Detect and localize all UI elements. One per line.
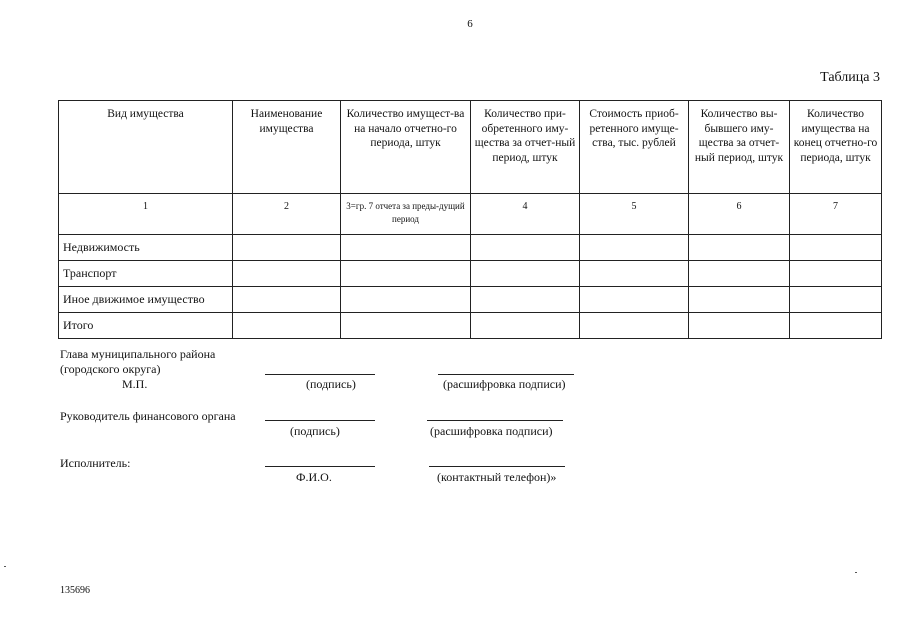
table-row bbox=[59, 287, 882, 313]
table-cell bbox=[580, 313, 689, 339]
row-label: Транспорт bbox=[59, 261, 233, 287]
table-cell bbox=[689, 261, 790, 287]
column-number: 6 bbox=[689, 194, 790, 235]
table-cell bbox=[233, 287, 341, 313]
head-signature-line bbox=[265, 374, 375, 375]
head-decoding-caption: (расшифровка подписи) bbox=[443, 377, 566, 391]
finance-decoding-caption: (расшифровка подписи) bbox=[430, 424, 553, 438]
table-cell bbox=[471, 287, 580, 313]
table-cell bbox=[233, 313, 341, 339]
scan-speck bbox=[855, 572, 857, 573]
header-property-type: Вид имущества bbox=[59, 101, 233, 194]
column-number: 5 bbox=[580, 194, 689, 235]
document-number: 135696 bbox=[60, 585, 90, 596]
header-cost-acquired: Стоимость приоб-ретенного имуще-ства, тыс. рублей bbox=[580, 101, 689, 194]
header-count-disposed: Количество вы-бывшего иму-щества за отчет-ный период, штук bbox=[689, 101, 790, 194]
table-cell bbox=[580, 235, 689, 261]
table-row bbox=[59, 313, 882, 339]
finance-head-label: Руководитель финансового органа bbox=[60, 409, 236, 423]
table-cell bbox=[341, 287, 471, 313]
table-caption: Таблица 3 bbox=[820, 70, 880, 85]
page-number: 6 bbox=[467, 18, 473, 30]
table-cell bbox=[580, 261, 689, 287]
table-cell bbox=[689, 235, 790, 261]
row-label: Итого bbox=[59, 313, 233, 339]
head-signature-caption: (подпись) bbox=[306, 377, 356, 391]
table-cell bbox=[790, 235, 882, 261]
table-cell bbox=[471, 261, 580, 287]
table-cell bbox=[790, 313, 882, 339]
row-label: Иное движимое имущество bbox=[59, 287, 233, 313]
property-table bbox=[58, 100, 882, 339]
table-cell bbox=[341, 313, 471, 339]
table-cell bbox=[580, 287, 689, 313]
finance-signature-line bbox=[265, 420, 375, 421]
header-count-acquired: Количество при-обретенного иму-щества за отчет-ный период, штук bbox=[471, 101, 580, 194]
table-row bbox=[59, 235, 882, 261]
column-number: 1 bbox=[59, 194, 233, 235]
executor-label: Исполнитель: bbox=[60, 456, 131, 470]
table-row bbox=[59, 261, 882, 287]
column-number: 2 bbox=[233, 194, 341, 235]
table-cell bbox=[471, 235, 580, 261]
head-decoding-line bbox=[438, 374, 574, 375]
table-cell bbox=[233, 261, 341, 287]
scan-speck bbox=[4, 566, 6, 567]
stamp-label: М.П. bbox=[122, 377, 148, 391]
row-label: Недвижимость bbox=[59, 235, 233, 261]
column-number: 4 bbox=[471, 194, 580, 235]
column-number: 7 bbox=[790, 194, 882, 235]
table-cell bbox=[790, 287, 882, 313]
table-cell bbox=[689, 313, 790, 339]
header-property-name: Наименование имущества bbox=[233, 101, 341, 194]
table-cell bbox=[689, 287, 790, 313]
executor-phone-caption: (контактный телефон)» bbox=[437, 470, 557, 484]
table-cell bbox=[790, 261, 882, 287]
executor-name-line bbox=[265, 466, 375, 467]
table-header-row bbox=[59, 101, 882, 194]
table-cell bbox=[341, 261, 471, 287]
table-cell bbox=[471, 313, 580, 339]
column-number: 3=гр. 7 отчета за преды-дущий период bbox=[341, 194, 471, 235]
header-count-start: Количество имущест-ва на начало отчетно-го периода, штук bbox=[341, 101, 471, 194]
table-cell bbox=[233, 235, 341, 261]
head-label-line2: (городского округа) bbox=[60, 362, 161, 376]
executor-name-caption: Ф.И.О. bbox=[296, 470, 332, 484]
column-numbers-row bbox=[59, 194, 882, 235]
finance-decoding-line bbox=[427, 420, 563, 421]
head-label-line1: Глава муниципального района bbox=[60, 347, 216, 361]
table-cell bbox=[341, 235, 471, 261]
finance-signature-caption: (подпись) bbox=[290, 424, 340, 438]
executor-phone-line bbox=[429, 466, 565, 467]
header-count-end: Количество имущества на конец отчетно-го периода, штук bbox=[790, 101, 882, 194]
